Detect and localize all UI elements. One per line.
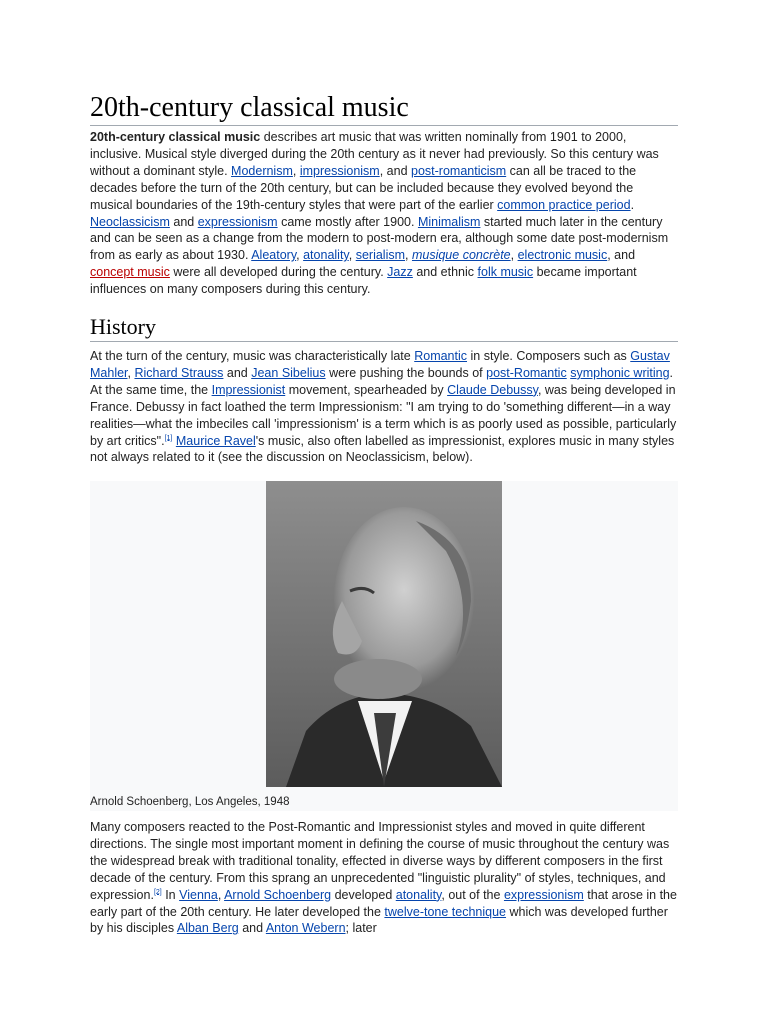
history-divider <box>90 341 678 342</box>
portrait-image <box>266 481 502 787</box>
link-expressionism-2[interactable]: expressionism <box>503 887 584 902</box>
reference-2[interactable]: [2] <box>153 888 162 896</box>
link-jazz[interactable]: Jazz <box>387 265 413 280</box>
link-claude-debussy[interactable]: Claude Debussy <box>447 382 538 397</box>
link-minimalism[interactable]: Minimalism <box>417 214 481 229</box>
intro-bold-term: 20th-century classical music <box>90 130 261 144</box>
reference-1[interactable]: [1] <box>164 434 173 442</box>
link-romantic[interactable]: Romantic <box>414 349 468 363</box>
link-aleatory[interactable]: Aleatory <box>251 248 297 263</box>
link-twelve-tone-technique[interactable]: twelve-tone technique <box>384 904 507 919</box>
link-atonality[interactable]: atonality <box>303 248 349 263</box>
link-common-practice-period[interactable]: common practice period <box>497 197 631 212</box>
link-neoclassicism[interactable]: Neoclassicism <box>90 214 170 229</box>
link-gustav-mahler[interactable]: Gustav Mahler <box>90 349 670 380</box>
schoenberg-photo[interactable] <box>266 481 502 787</box>
intro-paragraph: 20th-century classical music describes art music that was written nominally from 1901 to 2000, inclusive. Musical style diverged during the 20th century as it never had previously. So this century was without a dominant style. Modernism, impressionism, and post-romanticism can all be traced to the decades before the turn of the 20th century, but can be included because they evolved beyond the musical boundaries of the 19th-century styles that were part of the earlier common practice period. Neoclassicism and expressionism came mostly after 1900. Minimalism started much later in the century and can be seen as a change from the modern to post-modern era, although some date post-modernism from as early as about 1930. Aleatory, atonality, serialism, musique concrète, electronic music, and concept music were all developed during the century. Jazz and ethnic folk music became important influences on many composers during this century. <box>90 130 669 297</box>
link-impressionist[interactable]: Impressionist <box>211 382 286 397</box>
link-anton-webern[interactable]: Anton Webern <box>265 921 346 936</box>
link-maurice-ravel[interactable]: Maurice Ravel <box>175 433 256 448</box>
link-expressionism[interactable]: expressionism <box>197 214 278 229</box>
paragraph-3: Many composers reacted to the Post-Romantic and Impressionist styles and moved in quite different directions. The single most important moment in defining the course of music throughout the century was the widespread break with traditional tonality, effected in diverse ways by different composers in the first decade of the century. From this sprang an unprecedented "linguistic plurality" of styles, techniques, and expression.[2] In Vienna, Arnold Schoenberg developed atonality, out of the expressionism that arose in the early part of the 20th century. He later developed the twelve-tone technique which was developed further by his disciples Alban Berg and Anton Webern; later <box>90 820 677 936</box>
link-vienna[interactable]: Vienna <box>179 887 218 902</box>
link-arnold-schoenberg[interactable]: Arnold Schoenberg <box>224 887 332 902</box>
link-electronic-music[interactable]: electronic music <box>517 248 608 263</box>
link-symphonic-writing[interactable]: symphonic writing <box>570 365 670 380</box>
link-richard-strauss[interactable]: Richard Strauss <box>134 365 224 380</box>
link-folk-music[interactable]: folk music <box>477 265 534 280</box>
link-jean-sibelius[interactable]: Jean Sibelius <box>251 365 326 380</box>
history-paragraph: At the turn of the century, music was characteristically late Romantic in style. Composers such as Gustav Mahler, Richard Strauss and Jean Sibelius were pushing the bounds of post-Romantic symphonic writing. At the same time, the Impressionist movement, spearheaded by Claude Debussy, was being developed in France. Debussy in fact loathed the term Impressionism: "I am trying to do 'something different—in a way realities—what the imbeciles call 'impressionism' is a term which is as poorly used as possible, particularly by art critics".[1] Maurice Ravel's music, also often labelled as impressionist, explores music in many styles not always related to it (see the discussion on Neoclassicism, below). <box>90 349 677 465</box>
link-musique-concrete[interactable]: musique concrète <box>411 248 511 263</box>
page-title: 20th-century classical music <box>90 92 409 123</box>
link-concept-music[interactable]: concept music <box>90 265 170 280</box>
link-impressionism[interactable]: impressionism <box>299 163 380 178</box>
link-alban-berg[interactable]: Alban Berg <box>176 921 239 936</box>
link-post-romanticism[interactable]: post-romanticism <box>411 163 507 178</box>
history-heading: History <box>90 314 156 339</box>
link-modernism[interactable]: Modernism <box>231 163 293 178</box>
link-atonality-2[interactable]: atonality <box>395 887 442 902</box>
title-divider <box>90 125 678 126</box>
link-post-romantic[interactable]: post-Romantic <box>486 365 567 380</box>
figure <box>90 481 678 811</box>
figure-caption: Arnold Schoenberg, Los Angeles, 1948 <box>90 796 290 808</box>
link-serialism[interactable]: serialism <box>355 248 406 263</box>
